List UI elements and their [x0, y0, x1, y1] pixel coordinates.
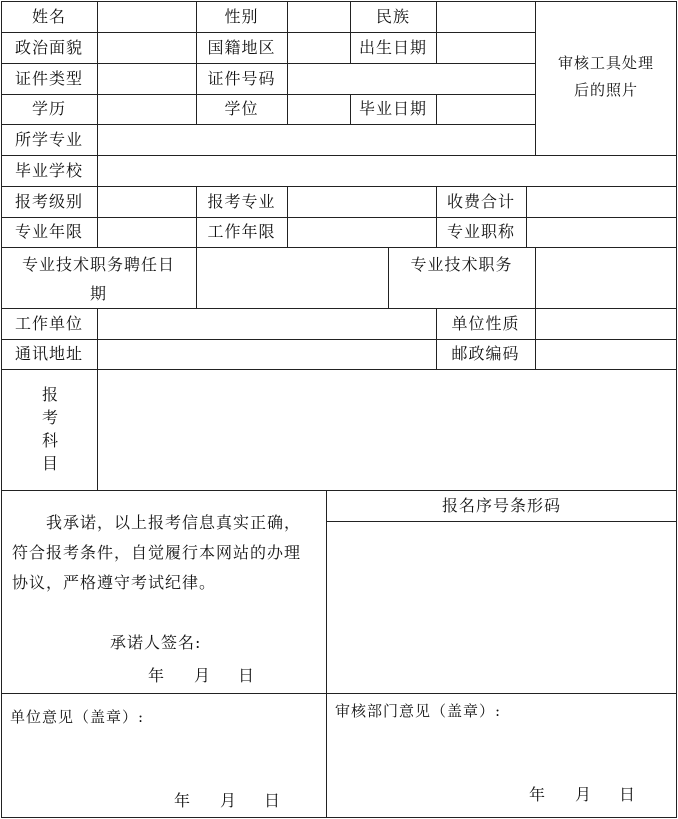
name-field[interactable] [98, 2, 195, 32]
appointment-date-field[interactable] [197, 248, 387, 308]
pledge-line2: 符合报考条件，自觉履行本网站的办理 [12, 543, 302, 562]
id-type-field[interactable] [98, 64, 195, 94]
exam-major-label: 报考专业 [207, 191, 276, 211]
review-opinion-month: 月 [575, 785, 592, 804]
exam-subjects-char: 科 [41, 431, 58, 450]
education-label: 学历 [31, 99, 66, 118]
pledge-line1: 我承诺，以上报考信息真实正确， [46, 513, 302, 532]
education-field[interactable] [98, 95, 195, 124]
unit-opinion-month: 月 [220, 791, 237, 810]
ethnicity-label: 民族 [375, 6, 410, 26]
exam-level-field[interactable] [98, 187, 195, 217]
exam-subjects-field[interactable] [98, 370, 676, 490]
pledge-month: 月 [194, 666, 211, 685]
mailing-address-field[interactable] [98, 340, 435, 369]
pledge-line3: 协议，严格遵守考试纪律。 [12, 573, 217, 592]
id-type-label: 证件类型 [14, 68, 83, 88]
fee-total-label: 收费合计 [446, 191, 515, 211]
graduate-school-label: 毕业学校 [14, 160, 83, 180]
ethnicity-field[interactable] [437, 2, 534, 32]
signature-field[interactable] [210, 628, 320, 654]
review-opinion-label: 审核部门意见（盖章）: [335, 702, 502, 720]
gender-field[interactable] [288, 2, 349, 32]
barcode-area [328, 522, 676, 693]
barcode-title: 报名序号条形码 [441, 496, 561, 515]
graduation-date-field[interactable] [437, 95, 534, 124]
review-opinion-field[interactable] [329, 728, 674, 778]
exam-major-field[interactable] [288, 187, 435, 217]
work-years-label: 工作年限 [207, 222, 276, 241]
nationality-region-label: 国籍地区 [207, 37, 276, 57]
exam-subjects-char: 报 [41, 385, 58, 404]
appointment-date-label-line2: 期 [89, 284, 107, 303]
unit-nature-label: 单位性质 [451, 313, 520, 333]
unit-opinion-field[interactable] [4, 734, 324, 784]
professional-title-label: 专业职称 [446, 222, 515, 241]
id-number-field[interactable] [288, 64, 534, 94]
pledge-year: 年 [148, 666, 165, 685]
gender-label: 性别 [224, 6, 259, 26]
graduate-school-field[interactable] [98, 156, 676, 186]
unit-nature-field[interactable] [536, 309, 676, 339]
postal-code-label: 邮政编码 [451, 344, 520, 363]
fee-total-field[interactable] [527, 187, 676, 217]
graduation-date-label: 毕业日期 [358, 99, 427, 118]
unit-opinion-day: 日 [264, 791, 281, 810]
photo-placeholder [536, 50, 676, 104]
political-status-field[interactable] [98, 33, 195, 63]
major-label: 所学专业 [14, 129, 83, 149]
exam-subjects-label [38, 383, 62, 475]
border-right [676, 1, 677, 818]
name-label: 姓名 [31, 6, 66, 26]
professional-years-label: 专业年限 [14, 222, 83, 241]
appointment-date-label [1, 247, 196, 308]
photo-caption-line2: 后的照片 [573, 81, 638, 99]
mailing-address-label: 通讯地址 [14, 344, 83, 363]
major-field[interactable] [98, 125, 534, 155]
political-status-label: 政治面貌 [14, 37, 83, 57]
professional-years-field[interactable] [98, 218, 195, 247]
exam-subjects-char: 考 [41, 408, 58, 427]
unit-opinion-year: 年 [174, 791, 191, 810]
photo-caption-line1: 审核工具处理 [557, 54, 654, 72]
review-opinion-day: 日 [619, 785, 636, 804]
degree-field[interactable] [288, 95, 349, 124]
nationality-region-field[interactable] [288, 33, 349, 63]
work-unit-field[interactable] [98, 309, 435, 339]
border-bottom [1, 817, 677, 818]
birth-date-field[interactable] [437, 33, 534, 63]
signature-label: 承诺人签名: [110, 633, 202, 652]
work-years-field[interactable] [288, 218, 435, 247]
postal-code-field[interactable] [536, 340, 676, 369]
technical-position-label: 专业技术职务 [410, 255, 513, 274]
exam-level-label: 报考级别 [14, 191, 83, 211]
unit-opinion-label: 单位意见（盖章）: [10, 708, 145, 726]
appointment-date-label-line1: 专业技术职务聘任日 [21, 255, 175, 274]
review-opinion-year: 年 [529, 785, 546, 804]
technical-position-field[interactable] [536, 248, 676, 308]
work-unit-label: 工作单位 [14, 313, 83, 333]
exam-subjects-char: 目 [41, 454, 58, 473]
degree-label: 学位 [224, 99, 259, 118]
pledge-day: 日 [238, 666, 255, 685]
id-number-label: 证件号码 [207, 68, 276, 88]
birth-date-label: 出生日期 [358, 37, 427, 57]
professional-title-field[interactable] [527, 218, 676, 247]
pledge-section [2, 491, 326, 693]
